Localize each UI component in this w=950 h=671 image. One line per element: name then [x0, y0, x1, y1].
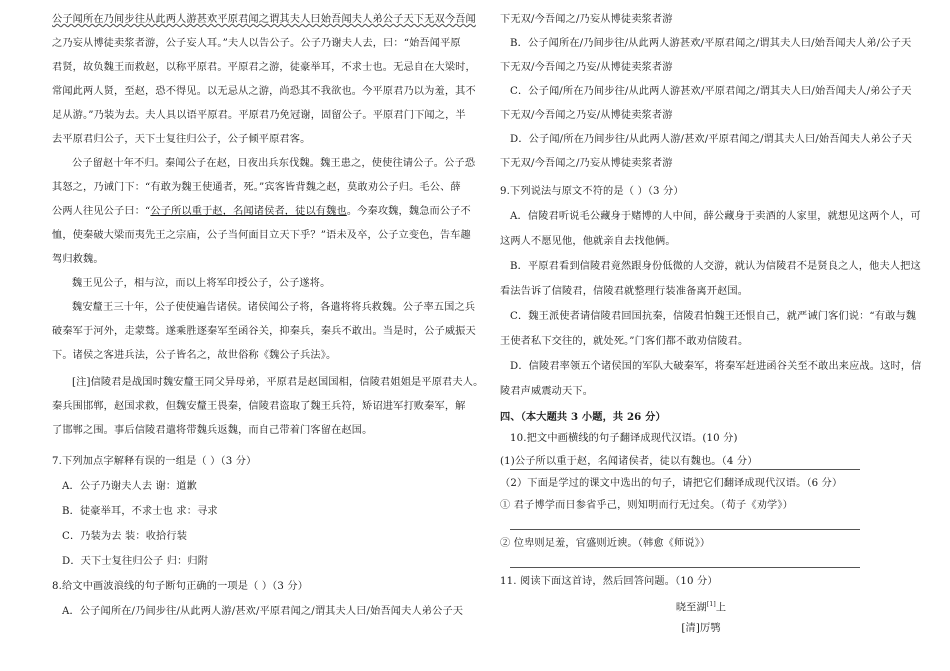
passage-text: 。今秦攻魏，魏急而公子不: [346, 206, 471, 217]
passage-line: 公子留赵十年不归。秦闻公子在赵，日夜出兵东伐魏。魏王患之，使使往请公子。公子恐: [72, 158, 476, 169]
wavy-underlined-sentence: 公子闻所在乃间步往从此两人游甚欢平原君闻之谓其夫人曰始吾闻夫人弟公子天下无双今吾闻: [52, 14, 476, 25]
q7-option-d[interactable]: D．天下士复往归公子 归：归附: [62, 556, 209, 567]
underlined-sentence: 公子所以重于赵，名闻诸侯者，徒以有魏也: [150, 206, 347, 217]
passage-line: 驾归救魏。: [52, 254, 104, 265]
q9-option-a-continued: 这两人不愿见他，他就亲自去找他俩。: [500, 236, 676, 247]
passage-line: 魏安釐王三十年，公子使使遍告诸侯。诸侯闻公子将，各遣将将兵救魏。公子率五国之兵: [72, 302, 476, 313]
poem-title-text: 上: [715, 602, 727, 614]
passage-line: [52, 13, 476, 27]
q9-option-d[interactable]: D．信陵君率领五个诸侯国的军队大破秦军，将秦军赶进函谷关至不敢出来应战。这时，信: [510, 361, 922, 372]
passage-line: 之乃妄从博徒卖浆者游，公子妄人耳。”夫人以告公子。公子乃谢夫人去，曰：“始吾闻平原: [52, 38, 461, 49]
passage-line: 魏王见公子，相与泣，而以上将军印授公子，公子遂将。: [72, 278, 331, 289]
q8-option-b-continued: 下无双/今吾闻之乃妄/从博徒卖浆者游: [500, 62, 673, 73]
q9-option-a[interactable]: A．信陵君听说毛公藏身于赌博的人中间，薛公藏身于卖酒的人家里，就想见这两个人，可: [510, 211, 921, 222]
q7-option-b[interactable]: B．徒豪举耳，不求士也 求：寻求: [62, 506, 218, 517]
passage-line: 足从游。”乃装为去。夫人具以语平原君。平原君乃免冠谢，固留公子。平原君门下闻之，半: [52, 110, 466, 121]
question-7-stem: 7.下列加点字解释有误的一组是（ ）（3 分）: [52, 456, 257, 467]
answer-line[interactable]: [510, 469, 860, 470]
question-8-stem: 8.给文中画波浪线的句子断句正确的一项是（ ）（3 分）: [52, 581, 309, 592]
q7-option-c[interactable]: C．乃装为去 装：收拾行装: [62, 531, 188, 542]
q8-option-d-continued: 下无双/今吾闻之/乃妄从博徒卖浆者游: [500, 158, 673, 169]
passage-line: 破秦军于河外，走蒙骜。遂乘胜逐秦军至函谷关，抑秦兵，秦兵不敢出。当是时，公子威振天: [52, 326, 476, 337]
passage-line: 君贤，故负魏王而救赵，以称平原君。平原君之游，徒豪举耳，不求士也。无忌自在大梁时，: [52, 62, 476, 73]
note-line: [注]信陵君是战国时魏安釐王同父异母弟，平原君是赵国国相，信陵君姐姐是平原君夫人。: [72, 377, 484, 388]
section-heading: 四、（本大题共 3 小题，共 26 分）: [500, 411, 666, 423]
poem-title-text: 晓至湖: [675, 602, 707, 614]
answer-line[interactable]: [510, 567, 860, 568]
answer-line[interactable]: [510, 529, 860, 530]
q8-option-c-continued: 下无双/今吾闻之乃妄/从博徒卖浆者游: [500, 110, 673, 121]
question-11-stem: 11. 阅读下面这首诗，然后回答问题。（10 分）: [500, 576, 718, 587]
q10-part-1: (1)公子所以重于赵，名闻诸侯者，徒以有魏也。（4 分）: [500, 456, 758, 467]
q9-option-d-continued: 陵君声威震动天下。: [500, 386, 594, 397]
q8-option-a[interactable]: A．公子闻所在/乃间步往/从此两人游/甚欢/平原君闻之/谓其夫人曰/始吾闻夫人弟公子天: [62, 606, 464, 617]
q10-part-2-sentence-1: ① 君子博学而日参省乎己，则知明而行无过矣。（荀子《劝学》）: [500, 500, 793, 511]
q9-option-c-continued: 王使者私下交往的，就处死。”门客们都不敢劝信陵君。: [500, 336, 749, 347]
q9-option-b-continued: 看法告诉了信陵君，信陵君就整理行装准备离开赵国。: [500, 286, 749, 297]
passage-line: 常闻此两人贤，至赵，恐不得见。以无忌从之游，尚恐其不我欲也。今平原君乃以为羞，其不: [52, 86, 476, 97]
question-10-stem: 10.把文中画横线的句子翻译成现代汉语。(10 分): [510, 433, 738, 444]
poem-footnote-marker: [1]: [706, 601, 716, 608]
passage-line: 下。诸侯之客进兵法，公子皆名之，故世俗称《魏公子兵法》。: [52, 350, 337, 361]
q9-option-b[interactable]: B．平原君看到信陵君竟然跟身份低微的人交游，就认为信陵君不是贤良之人，他夫人把这: [510, 261, 921, 272]
note-line: 了邯郸之围。事后信陵君遣将带魏兵返魏，而自己带着门客留在赵国。: [52, 425, 373, 436]
poem-author: [清]厉鹗: [681, 623, 721, 634]
q8-option-c[interactable]: C．公子闻/所在乃间步往/从此两人游甚欢/平原君闻之/谓其夫人曰/始吾闻夫人/弟公子天: [510, 86, 912, 97]
passage-line: 恤，使秦破大梁而夷先王之宗庙，公子当何面目立天下乎？”语未及卒，公子立变色，告车趣: [52, 230, 471, 241]
passage-text: 公两人往见公子曰：“: [52, 206, 151, 217]
q10-part-2-sentence-2: ② 位卑则足羞，官盛则近谀。（韩愈《师说》）: [500, 538, 711, 549]
q7-option-a[interactable]: A．公子乃谢夫人去 谢：道歉: [62, 481, 197, 492]
note-line: 秦兵围邯郸，赵国求救，但魏安釐王畏秦，信陵君盗取了魏王兵符，矫诏进军打败秦军，解: [52, 401, 466, 412]
passage-line: [52, 205, 471, 219]
poem-title: [500, 598, 902, 615]
q10-part-2: （2）下面是学过的课文中选出的句子，请把它们翻译成现代汉语。（6 分）: [500, 478, 843, 489]
q8-option-a-continued: 下无双/今吾闻之/乃妄从博徒卖浆者游: [500, 14, 673, 25]
q8-option-d[interactable]: D．公子闻/所在乃间步往/从此两人游/甚欢/平原君闻之/谓其夫人曰/始吾闻夫人弟公子天: [510, 134, 912, 145]
q9-option-c[interactable]: C．魏王派使者请信陵君回国抗秦，信陵君怕魏王还恨自己，就严诫门客们说：“有敢与魏: [510, 311, 917, 322]
passage-line: 去平原君归公子，天下士复往归公子，公子倾平原君客。: [52, 134, 311, 145]
q8-option-b[interactable]: B．公子闻所在/乃间步往/从此两人游甚欢/平原君闻之/谓其夫人曰/始吾闻夫人弟/公子天: [510, 38, 912, 49]
question-9-stem: 9.下列说法与原文不符的是（ ）（3 分）: [500, 186, 684, 197]
passage-line: 其怒之，乃诫门下：“有敢为魏王使通者，死。”宾客皆背魏之赵，莫敢劝公子归。毛公、薛: [52, 182, 461, 193]
